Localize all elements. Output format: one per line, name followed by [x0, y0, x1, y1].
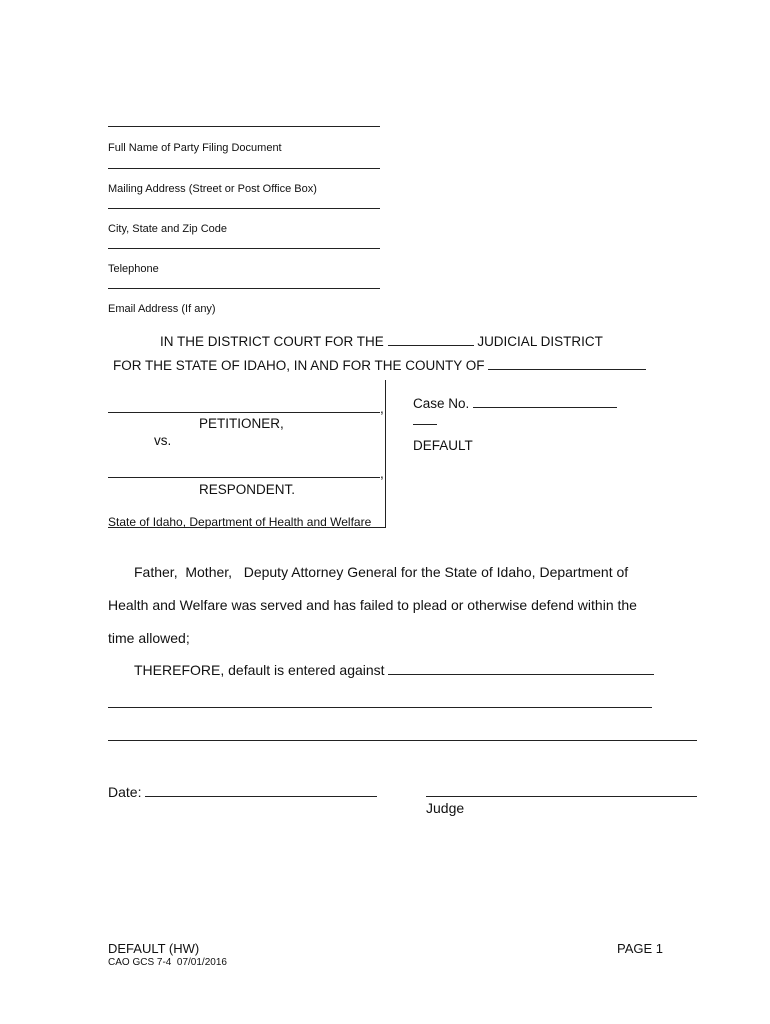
vs-label: vs. [154, 433, 172, 448]
date-row [108, 784, 377, 800]
judge-signature-line[interactable] [426, 796, 697, 797]
city-state-zip-line[interactable] [108, 208, 380, 209]
city-state-zip-label: City, State and Zip Code [108, 223, 228, 235]
case-number-row [413, 395, 617, 411]
respondent-name-line[interactable] [108, 477, 380, 478]
date-blank[interactable] [145, 784, 377, 797]
judicial-district-blank[interactable] [388, 333, 474, 346]
mailing-address-line[interactable] [108, 168, 380, 169]
full-name-line[interactable] [108, 126, 380, 127]
telephone-label: Telephone [108, 263, 159, 275]
email-line[interactable] [108, 288, 380, 289]
footer-doc-name: DEFAULT (HW) [108, 941, 200, 956]
footer-form-code: CAO GCS 7-4 07/01/2016 [108, 957, 227, 968]
email-label: Email Address (If any) [108, 303, 216, 315]
full-name-label: Full Name of Party Filing Document [108, 142, 282, 154]
respondent-comma: , [380, 466, 384, 481]
telephone-line[interactable] [108, 248, 380, 249]
case-number-continuation [413, 424, 437, 425]
court-line1-suffix: JUDICIAL DISTRICT [477, 334, 603, 349]
case-number-blank[interactable] [473, 395, 617, 408]
judge-label: Judge [426, 800, 465, 816]
court-heading-line2 [113, 357, 646, 373]
court-heading-line1 [160, 333, 603, 349]
agency-label: State of Idaho, Department of Health and Welfare [108, 515, 372, 529]
court-line1-prefix: IN THE DISTRICT COURT FOR THE [160, 334, 384, 349]
paragraph-line-1: Father, Mother, Deputy Attorney General for the State of Idaho, Department of [134, 564, 629, 580]
petitioner-label: PETITIONER, [199, 416, 284, 431]
footer-page-label: PAGE 1 [617, 941, 664, 956]
default-continuation-line-2[interactable] [108, 740, 697, 741]
default-against-blank[interactable] [388, 662, 654, 675]
default-continuation-line-1[interactable] [108, 707, 652, 708]
respondent-label: RESPONDENT. [199, 482, 296, 497]
agency-underline [108, 527, 385, 528]
case-no-label: Case No. [413, 396, 470, 411]
court-line2-prefix: FOR THE STATE OF IDAHO, IN AND FOR THE COUNTY OF [113, 358, 485, 373]
therefore-row [134, 662, 654, 678]
mailing-address-label: Mailing Address (Street or Post Office Box) [108, 183, 317, 195]
caption-divider [385, 380, 386, 528]
document-title: DEFAULT [413, 438, 473, 453]
paragraph-line-3: time allowed; [108, 630, 190, 646]
petitioner-name-line[interactable] [108, 412, 380, 413]
date-label: Date: [108, 784, 142, 800]
therefore-label: THEREFORE, default is entered against [134, 662, 385, 678]
petitioner-comma: , [380, 401, 384, 416]
county-blank[interactable] [488, 357, 646, 370]
paragraph-line-2: Health and Welfare was served and has failed to plead or otherwise defend within the [108, 597, 637, 613]
